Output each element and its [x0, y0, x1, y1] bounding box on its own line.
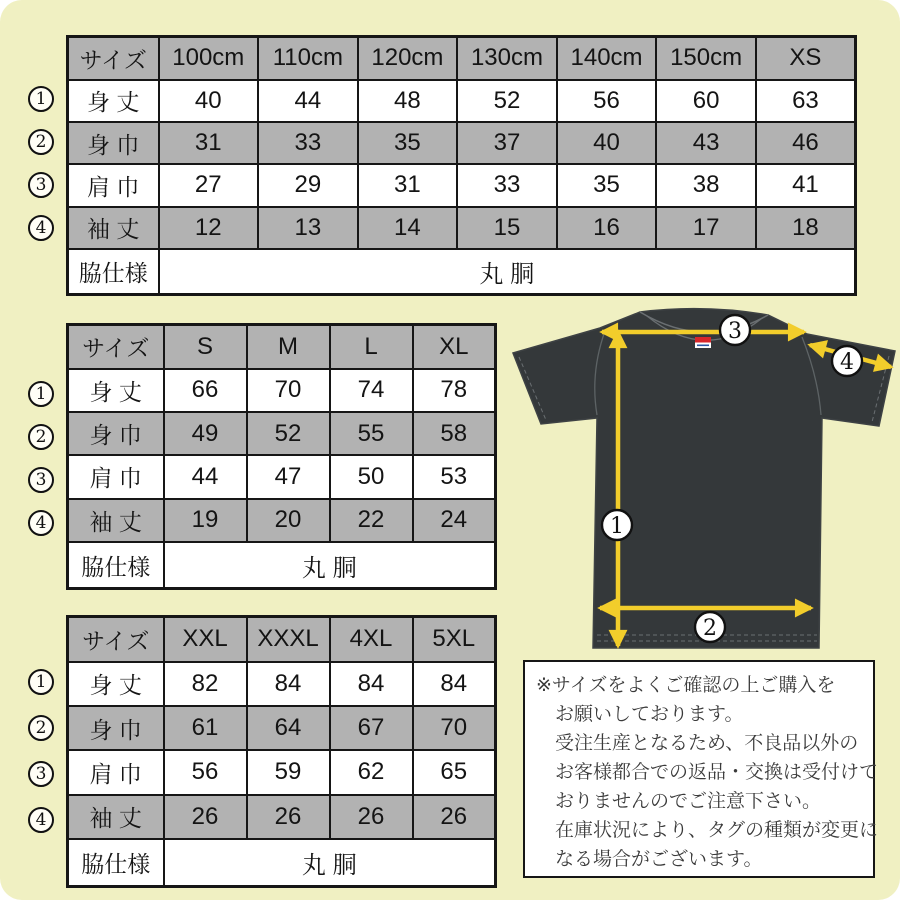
- column-header: 110cm: [258, 37, 358, 80]
- circled-number: 1: [28, 669, 54, 695]
- column-header: L: [330, 325, 413, 369]
- marker-3: 3: [728, 319, 742, 344]
- measurement-cell: 13: [258, 207, 358, 249]
- measurement-cell: 56: [164, 750, 247, 794]
- brand-tag-icon: [695, 337, 711, 348]
- row-label: 肩 巾: [68, 750, 164, 794]
- measurement-cell: 12: [159, 207, 259, 249]
- marker-1: 1: [610, 514, 624, 539]
- column-header: 150cm: [656, 37, 756, 80]
- note-line: お客様都合での返品・交換は受付けて: [555, 762, 879, 783]
- measurement-cell: 19: [164, 499, 247, 542]
- footer-value: 丸 胴: [164, 839, 496, 887]
- measurement-cell: 44: [164, 455, 247, 498]
- measurement-cell: 44: [258, 80, 358, 122]
- footer-value: 丸 胴: [159, 249, 856, 294]
- measurement-cell: 52: [247, 412, 330, 455]
- tshirt-diagram: [505, 303, 900, 660]
- column-header: XS: [756, 37, 856, 80]
- measurement-cell: 29: [258, 164, 358, 206]
- measurement-cell: 31: [159, 122, 259, 164]
- circled-number: 4: [28, 510, 54, 536]
- circled-number: 4: [28, 807, 54, 833]
- measurement-cell: 35: [358, 122, 458, 164]
- measurement-cell: 67: [330, 706, 413, 750]
- column-header: M: [247, 325, 330, 369]
- measurement-cell: 78: [413, 369, 496, 412]
- measurement-cell: 16: [557, 207, 657, 249]
- measurement-cell: 14: [358, 207, 458, 249]
- measurement-cell: 46: [756, 122, 856, 164]
- size-table: [66, 615, 497, 888]
- column-header: 100cm: [159, 37, 259, 80]
- size-table: [66, 35, 857, 296]
- measurement-cell: 31: [358, 164, 458, 206]
- row-label: 身 丈: [68, 369, 164, 412]
- row-label: 袖 丈: [68, 795, 164, 839]
- measurement-cell: 48: [358, 80, 458, 122]
- measurement-cell: 52: [457, 80, 557, 122]
- column-header: XL: [413, 325, 496, 369]
- measurement-cell: 61: [164, 706, 247, 750]
- measurement-cell: 27: [159, 164, 259, 206]
- row-label: 身 丈: [68, 80, 159, 122]
- circled-number: 2: [28, 715, 54, 741]
- row-markers-table1: [28, 86, 54, 241]
- measurement-cell: 35: [557, 164, 657, 206]
- column-header: XXL: [164, 617, 247, 662]
- measurement-cell: 53: [413, 455, 496, 498]
- measurement-cell: 40: [557, 122, 657, 164]
- measurement-cell: 26: [413, 795, 496, 839]
- measurement-cell: 64: [247, 706, 330, 750]
- circled-number: 4: [28, 215, 54, 241]
- measurement-cell: 84: [330, 662, 413, 706]
- size-table-xxl-5xl: [66, 615, 497, 888]
- measurement-cell: 24: [413, 499, 496, 542]
- row-markers-table2: [28, 381, 54, 536]
- measurement-cell: 63: [756, 80, 856, 122]
- measurement-cell: 26: [247, 795, 330, 839]
- note-line: おりませんのでご注意下さい。: [555, 791, 822, 812]
- column-header: XXXL: [247, 617, 330, 662]
- measurement-cell: 38: [656, 164, 756, 206]
- circled-number: 2: [28, 424, 54, 450]
- measurement-cell: 47: [247, 455, 330, 498]
- measurement-cell: 37: [457, 122, 557, 164]
- row-label: 肩 巾: [68, 455, 164, 498]
- row-markers-table3: [28, 669, 54, 833]
- row-label: 身 巾: [68, 412, 164, 455]
- measurement-cell: 43: [656, 122, 756, 164]
- measurement-cell: 84: [413, 662, 496, 706]
- note-line: 受注生産となるため、不良品以外の: [555, 733, 859, 754]
- size-table-kids-xs: [66, 35, 857, 296]
- note-line: 在庫状況により、タグの種類が変更に: [555, 820, 879, 841]
- measurement-cell: 20: [247, 499, 330, 542]
- measurement-cell: 84: [247, 662, 330, 706]
- measurement-cell: 70: [413, 706, 496, 750]
- column-header: 140cm: [557, 37, 657, 80]
- measurement-cell: 17: [656, 207, 756, 249]
- measurement-cell: 22: [330, 499, 413, 542]
- size-header: サイズ: [68, 617, 164, 662]
- measurement-cell: 18: [756, 207, 856, 249]
- size-table-s-xl: [66, 323, 497, 590]
- measurement-cell: 58: [413, 412, 496, 455]
- measurement-cell: 82: [164, 662, 247, 706]
- measurement-cell: 60: [656, 80, 756, 122]
- circled-number: 1: [28, 86, 54, 112]
- circled-number: 3: [28, 172, 54, 198]
- row-label: 身 巾: [68, 706, 164, 750]
- measurement-cell: 56: [557, 80, 657, 122]
- measurement-cell: 59: [247, 750, 330, 794]
- row-label: 身 巾: [68, 122, 159, 164]
- measurement-cell: 50: [330, 455, 413, 498]
- size-header: サイズ: [68, 325, 164, 369]
- measurement-cell: 62: [330, 750, 413, 794]
- row-label: 身 丈: [68, 662, 164, 706]
- footer-label: 脇仕様: [68, 249, 159, 294]
- circled-number: 3: [28, 761, 54, 787]
- note-line: ※サイズをよくご確認の上ご購入を: [536, 675, 836, 696]
- column-header: 4XL: [330, 617, 413, 662]
- measurement-cell: 40: [159, 80, 259, 122]
- measurement-cell: 26: [164, 795, 247, 839]
- size-table: [66, 323, 497, 590]
- measurement-cell: 26: [330, 795, 413, 839]
- circled-number: 3: [28, 467, 54, 493]
- row-label: 袖 丈: [68, 207, 159, 249]
- measurement-cell: 70: [247, 369, 330, 412]
- circled-number: 1: [28, 381, 54, 407]
- column-header: 5XL: [413, 617, 496, 662]
- circled-number: 2: [28, 129, 54, 155]
- measurement-cell: 65: [413, 750, 496, 794]
- footer-label: 脇仕様: [68, 542, 164, 589]
- measurement-cell: 49: [164, 412, 247, 455]
- marker-4: 4: [840, 350, 854, 375]
- measurement-cell: 15: [457, 207, 557, 249]
- column-header: 120cm: [358, 37, 458, 80]
- measurement-cell: 33: [457, 164, 557, 206]
- note-line: お願いしております。: [555, 704, 744, 725]
- column-header: 130cm: [457, 37, 557, 80]
- measurement-cell: 41: [756, 164, 856, 206]
- measurement-cell: 66: [164, 369, 247, 412]
- footer-value: 丸 胴: [164, 542, 496, 589]
- footer-label: 脇仕様: [68, 839, 164, 887]
- measurement-cell: 33: [258, 122, 358, 164]
- marker-2: 2: [703, 616, 717, 641]
- purchase-note-box: [523, 660, 879, 878]
- row-label: 肩 巾: [68, 164, 159, 206]
- row-label: 袖 丈: [68, 499, 164, 542]
- column-header: S: [164, 325, 247, 369]
- measurement-cell: 55: [330, 412, 413, 455]
- measurement-cell: 74: [330, 369, 413, 412]
- size-header: サイズ: [68, 37, 159, 80]
- note-line: なる場合がございます。: [555, 849, 763, 870]
